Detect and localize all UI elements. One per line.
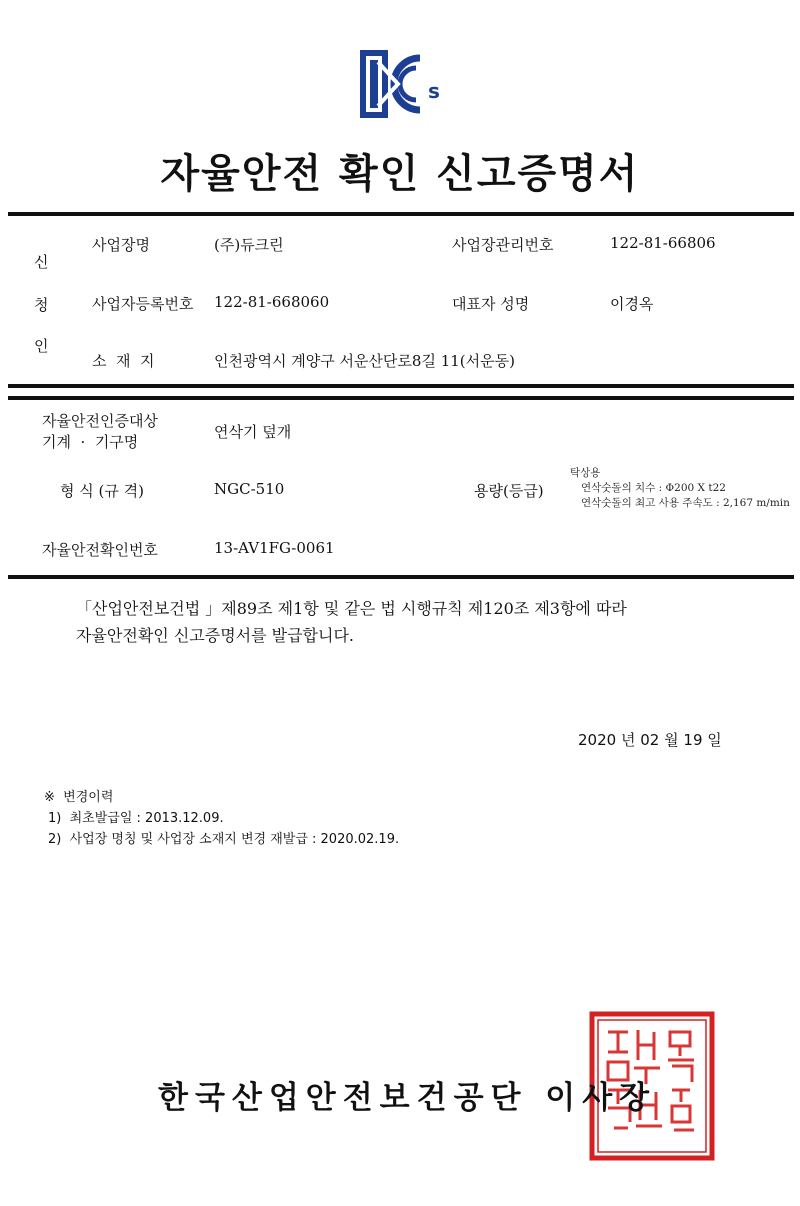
business-reg-no-label: 사업자등록번호 bbox=[92, 295, 194, 313]
history-heading: ※ 변경이력 bbox=[44, 790, 114, 805]
divider-double-top bbox=[8, 384, 794, 388]
business-reg-no-value: 122-81-668060 bbox=[214, 293, 330, 311]
confirm-no-label: 자율안전확인번호 bbox=[42, 541, 158, 559]
date-year-unit: 년 bbox=[620, 731, 636, 749]
issuer-name: 한국산업안전보건공단 이사장 bbox=[158, 1080, 657, 1116]
capacity-line2: 연삭숫돌의 치수 : Φ200 X t22 bbox=[581, 482, 726, 494]
date-month: 02 bbox=[640, 731, 660, 749]
representative-label: 대표자 성명 bbox=[452, 295, 530, 313]
applicant-label-3: 인 bbox=[34, 337, 49, 355]
target-label-line2: 기계 · 기구명 bbox=[42, 433, 139, 451]
date-day-unit: 일 bbox=[707, 731, 722, 749]
history-item-2: 2) 사업장 명칭 및 사업장 소재지 변경 재발급 : 2020.02.19. bbox=[48, 832, 400, 847]
capacity-line1: 탁상용 bbox=[570, 467, 601, 479]
statement-line1: 「산업안전보건법 」제89조 제1항 및 같은 법 시행규칙 제120조 제3항에 따라 bbox=[76, 599, 627, 618]
applicant-label-1: 신 bbox=[34, 253, 49, 271]
capacity-label: 용량(등급) bbox=[474, 482, 544, 500]
workplace-mgmt-no-label: 사업장관리번호 bbox=[452, 236, 554, 254]
model-label: 형 식 (규 격) bbox=[60, 482, 144, 500]
target-name-value: 연삭기 덮개 bbox=[214, 423, 292, 441]
divider-double-bottom bbox=[8, 396, 794, 400]
applicant-label-2: 청 bbox=[34, 296, 49, 314]
confirm-no-value: 13-AV1FG-0061 bbox=[214, 539, 335, 557]
document-title: 자율안전 확인 신고증명서 bbox=[160, 151, 640, 197]
workplace-mgmt-no-value: 122-81-66806 bbox=[610, 234, 716, 252]
address-value: 인천광역시 계양구 서운산단로8길 11(서운동) bbox=[214, 352, 515, 370]
representative-value: 이경옥 bbox=[610, 295, 654, 313]
kcs-logo bbox=[358, 48, 446, 120]
date-month-unit: 월 bbox=[664, 731, 679, 749]
target-label-line1: 자율안전인증대상 bbox=[42, 412, 158, 430]
business-name-value: (주)듀크린 bbox=[214, 236, 284, 254]
top-rule bbox=[8, 212, 794, 216]
model-value: NGC-510 bbox=[214, 480, 285, 498]
logo-suffix: s bbox=[428, 79, 440, 103]
issue-date bbox=[578, 729, 722, 750]
address-label: 소 재 지 bbox=[92, 352, 155, 370]
date-day: 19 bbox=[683, 731, 703, 749]
bottom-rule bbox=[8, 575, 794, 579]
statement-line2: 자율안전확인 신고증명서를 발급합니다. bbox=[76, 626, 355, 645]
history-item-1: 1) 최초발급일 : 2013.12.09. bbox=[48, 811, 224, 826]
business-name-label: 사업장명 bbox=[92, 236, 150, 254]
capacity-line3: 연삭숫돌의 최고 사용 주속도 : 2,167 m/min bbox=[581, 497, 790, 509]
date-year: 2020 bbox=[578, 731, 617, 749]
